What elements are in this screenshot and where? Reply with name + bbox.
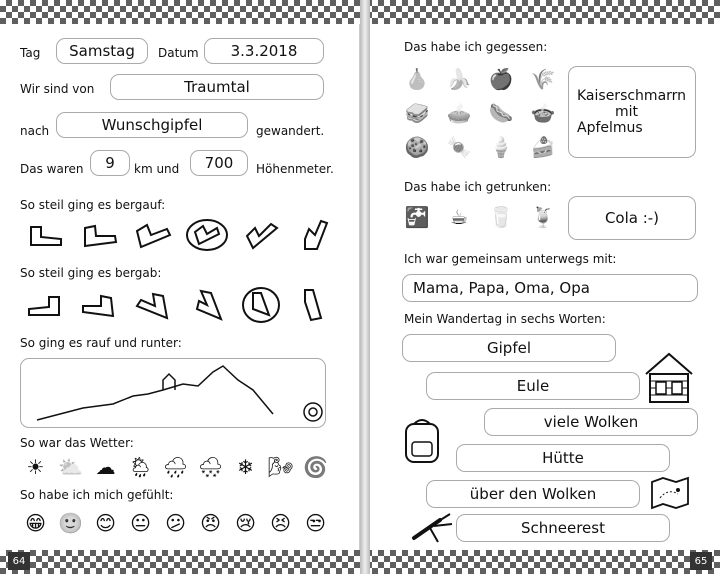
boot-very-steep-icon[interactable] xyxy=(234,218,288,252)
day-label: Tag xyxy=(20,46,41,60)
boot-slight-icon[interactable] xyxy=(72,218,126,252)
meters-label: Höhenmeter. xyxy=(256,162,334,176)
boot-down-medium-icon[interactable] xyxy=(126,288,180,322)
date-label: Datum xyxy=(158,46,199,60)
food-option-2-icon[interactable]: 🍌 xyxy=(446,67,472,91)
feeling-option-6-icon[interactable]: 😠 xyxy=(200,511,221,535)
ate-value-line3: Apfelmus xyxy=(577,120,643,136)
six-words-label: Mein Wandertag in sechs Worten: xyxy=(404,312,606,326)
drank-field[interactable]: Cola :-) xyxy=(568,196,696,240)
updown-label: So ging es rauf und runter: xyxy=(20,336,182,350)
to-label: nach xyxy=(20,124,50,138)
word-field-2[interactable]: Eule xyxy=(426,372,640,400)
pocket-knife-icon xyxy=(410,510,454,544)
weather-option-6-icon[interactable]: 🌨 xyxy=(197,455,224,479)
boot-flat-icon[interactable] xyxy=(18,218,72,252)
together-label: Ich war gemeinsam unterwegs mit: xyxy=(404,252,617,266)
food-icon-grid xyxy=(396,62,564,164)
word-field-1[interactable]: Gipfel xyxy=(402,334,616,362)
feeling-option-2-icon[interactable]: 🙂 xyxy=(58,511,83,535)
page-number-left: 64 xyxy=(8,552,30,570)
backpack-icon xyxy=(398,416,446,466)
date-field[interactable]: 3.3.2018 xyxy=(204,38,324,64)
weather-icon-row xyxy=(18,450,333,484)
ate-label: Das habe ich gegessen: xyxy=(404,40,548,54)
food-option-10-icon[interactable]: 🍬 xyxy=(446,135,472,159)
right-page xyxy=(370,24,714,550)
meters-field[interactable]: 700 xyxy=(190,150,248,176)
food-option-8-icon[interactable]: 🍲 xyxy=(530,101,556,125)
feeling-option-4-icon[interactable]: 😐 xyxy=(130,511,151,535)
boot-down-flat-icon[interactable] xyxy=(18,288,72,322)
food-option-12-icon[interactable]: 🍰 xyxy=(530,135,556,159)
from-label: Wir sind von xyxy=(20,82,95,96)
feeling-option-1-icon[interactable]: 😁 xyxy=(25,511,46,535)
food-option-9-icon[interactable]: 🍪 xyxy=(404,135,430,159)
boot-medium-icon[interactable] xyxy=(126,218,180,252)
feeling-option-3-icon[interactable]: 😊 xyxy=(95,511,116,535)
drink-option-1-icon[interactable]: 🚰 xyxy=(404,205,430,229)
drink-icon-row xyxy=(396,200,564,234)
were-label: Das waren xyxy=(20,162,84,176)
elevation-profile-box[interactable] xyxy=(20,358,326,428)
hiked-label: gewandert. xyxy=(256,124,325,138)
weather-option-5-icon[interactable]: 🌧 xyxy=(162,455,189,479)
drank-label: Das habe ich getrunken: xyxy=(404,180,552,194)
food-option-1-icon[interactable]: 🍐 xyxy=(404,67,430,91)
food-option-5-icon[interactable]: 🥪 xyxy=(404,101,430,125)
weather-option-2-icon[interactable]: ⛅ xyxy=(58,455,83,479)
drink-option-4-icon[interactable]: 🍹 xyxy=(530,205,556,229)
food-option-6-icon[interactable]: 🥧 xyxy=(446,101,472,125)
book-gutter xyxy=(360,0,370,574)
km-and-label: km und xyxy=(134,162,180,176)
word-field-3[interactable]: viele Wolken xyxy=(484,408,698,436)
elevation-profile-drawing xyxy=(23,360,323,426)
weather-option-3-icon[interactable]: ☁ xyxy=(95,455,116,479)
cabin-icon xyxy=(642,350,696,406)
weather-option-7-icon[interactable]: ❄ xyxy=(237,455,254,479)
weather-option-9-icon[interactable]: 🌀 xyxy=(303,455,328,479)
weather-option-8-icon[interactable]: 🌬 xyxy=(267,455,294,479)
food-option-7-icon[interactable]: 🌭 xyxy=(488,101,514,125)
boot-down-extreme-icon[interactable] xyxy=(288,288,342,322)
uphill-icon-row xyxy=(18,218,342,252)
feeling-icon-row xyxy=(18,506,333,540)
food-option-4-icon[interactable]: 🌾 xyxy=(530,67,556,91)
left-page xyxy=(6,24,360,550)
drink-option-3-icon[interactable]: 🥛 xyxy=(488,205,514,229)
day-field[interactable]: Samstag xyxy=(56,38,148,64)
together-field[interactable]: Mama, Papa, Oma, Opa xyxy=(402,274,698,302)
feeling-option-5-icon[interactable]: 😕 xyxy=(165,511,186,535)
ate-value-line1: Kaiserschmarrn xyxy=(577,88,687,104)
feeling-option-9-icon[interactable]: 😒 xyxy=(305,511,326,535)
downhill-label: So steil ging es bergab: xyxy=(20,266,162,280)
km-field[interactable]: 9 xyxy=(90,150,130,176)
feeling-option-8-icon[interactable]: 😣 xyxy=(270,511,291,535)
word-field-6[interactable]: Schneerest xyxy=(456,514,670,542)
food-option-11-icon[interactable]: 🍦 xyxy=(488,135,514,159)
to-field[interactable]: Wunschgipfel xyxy=(56,112,248,138)
word-field-5[interactable]: über den Wolken xyxy=(426,480,640,508)
weather-option-1-icon[interactable]: ☀ xyxy=(26,455,45,479)
weather-option-4-icon[interactable]: 🌦 xyxy=(127,455,154,479)
ate-value-line2: mit xyxy=(615,104,639,120)
boot-down-very-steep-circled-icon[interactable] xyxy=(234,288,288,322)
downhill-icon-row xyxy=(18,288,342,322)
food-option-3-icon[interactable]: 🍎 xyxy=(488,67,514,91)
map-icon xyxy=(650,476,690,510)
feeling-label: So habe ich mich gefühlt: xyxy=(20,488,174,502)
feeling-option-7-icon[interactable]: 😢 xyxy=(235,511,256,535)
weather-label: So war das Wetter: xyxy=(20,436,134,450)
boot-down-steep-icon[interactable] xyxy=(180,288,234,322)
drink-option-2-icon[interactable]: ☕ xyxy=(450,205,468,229)
ate-field[interactable] xyxy=(568,66,696,158)
from-field[interactable]: Traumtal xyxy=(110,74,324,100)
word-field-4[interactable]: Hütte xyxy=(456,444,670,472)
uphill-label: So steil ging es bergauf: xyxy=(20,198,166,212)
boot-down-slight-icon[interactable] xyxy=(72,288,126,322)
boot-extreme-icon[interactable] xyxy=(288,218,342,252)
page-number-right: 65 xyxy=(690,552,712,570)
boot-steep-circled-icon[interactable] xyxy=(180,218,234,252)
